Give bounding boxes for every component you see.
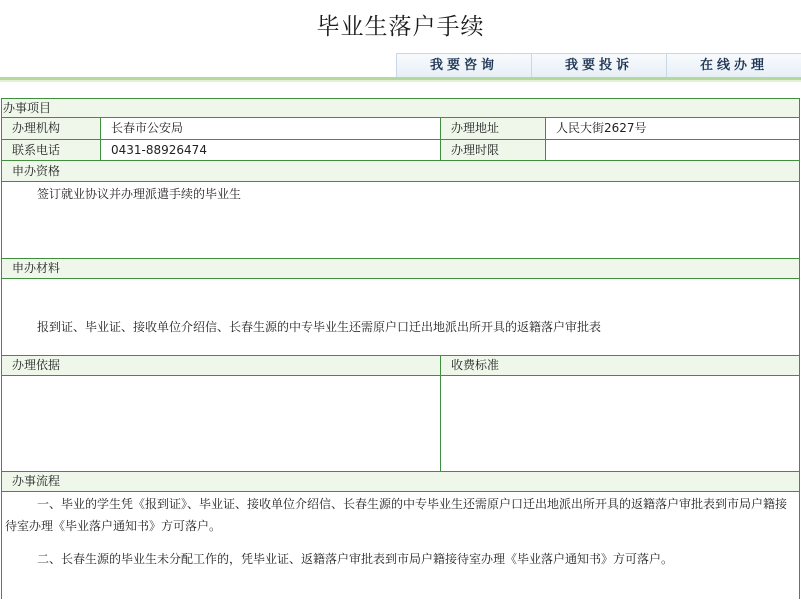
address-value: 人民大街2627号	[545, 118, 799, 139]
agency-value: 长春市公安局	[100, 118, 440, 139]
address-label: 办理地址	[440, 118, 545, 139]
process-header-row	[2, 472, 799, 492]
materials-header-row	[2, 259, 799, 279]
phone-label: 联系电话	[2, 140, 100, 160]
complaint-button[interactable]: 我要投诉	[531, 54, 666, 77]
hours-value	[545, 140, 799, 160]
consult-button[interactable]: 我要咨询	[429, 58, 498, 73]
eligibility-text: 签订就业协议并办理派遣手续的毕业生	[37, 187, 242, 201]
materials-text: 报到证、毕业证、接收单位介绍信、长春生源的中专毕业生还需原户口迁出地派出所开具的返籍落户审批表	[37, 320, 602, 334]
basis-content	[2, 376, 440, 471]
basis-fee-body	[2, 376, 799, 472]
online-apply-button[interactable]: 在线办理	[666, 54, 801, 77]
action-bar	[396, 53, 801, 78]
phone-value: 0431-88926474	[100, 140, 440, 160]
service-info-table	[1, 98, 800, 599]
process-step-2: 二、长春生源的毕业生未分配工作的，凭毕业证、返籍落户审批表到市局户籍接待室办理《毕业落户通知书》方可落户。	[37, 552, 674, 566]
section-title: 办事项目	[3, 101, 52, 115]
process-body	[2, 492, 799, 602]
process-label: 办事流程	[12, 474, 61, 488]
eligibility-body	[2, 182, 799, 259]
materials-body	[2, 279, 799, 356]
eligibility-header-row	[2, 161, 799, 182]
section-header-row	[2, 99, 799, 118]
fee-label: 收费标准	[440, 356, 799, 375]
phone-row	[2, 140, 799, 161]
hours-label: 办理时限	[440, 140, 545, 160]
process-step-1: 一、毕业的学生凭《报到证》、毕业证、接收单位介绍信、长春生源的中专毕业生还需原户口迁出地派出所开具的返籍落户审批表到市局户籍接待室办理《毕业落户通知书》方可落户。	[5, 497, 788, 533]
page-title: 毕业生落户手续	[316, 14, 485, 40]
agency-row	[2, 118, 799, 140]
materials-label: 申办材料	[12, 261, 61, 275]
basis-label: 办理依据	[12, 358, 61, 372]
eligibility-label: 申办资格	[12, 164, 61, 178]
header-divider-light	[0, 80, 801, 82]
fee-content	[440, 376, 799, 471]
agency-label: 办理机构	[2, 118, 100, 139]
basis-fee-header-row	[2, 356, 799, 376]
